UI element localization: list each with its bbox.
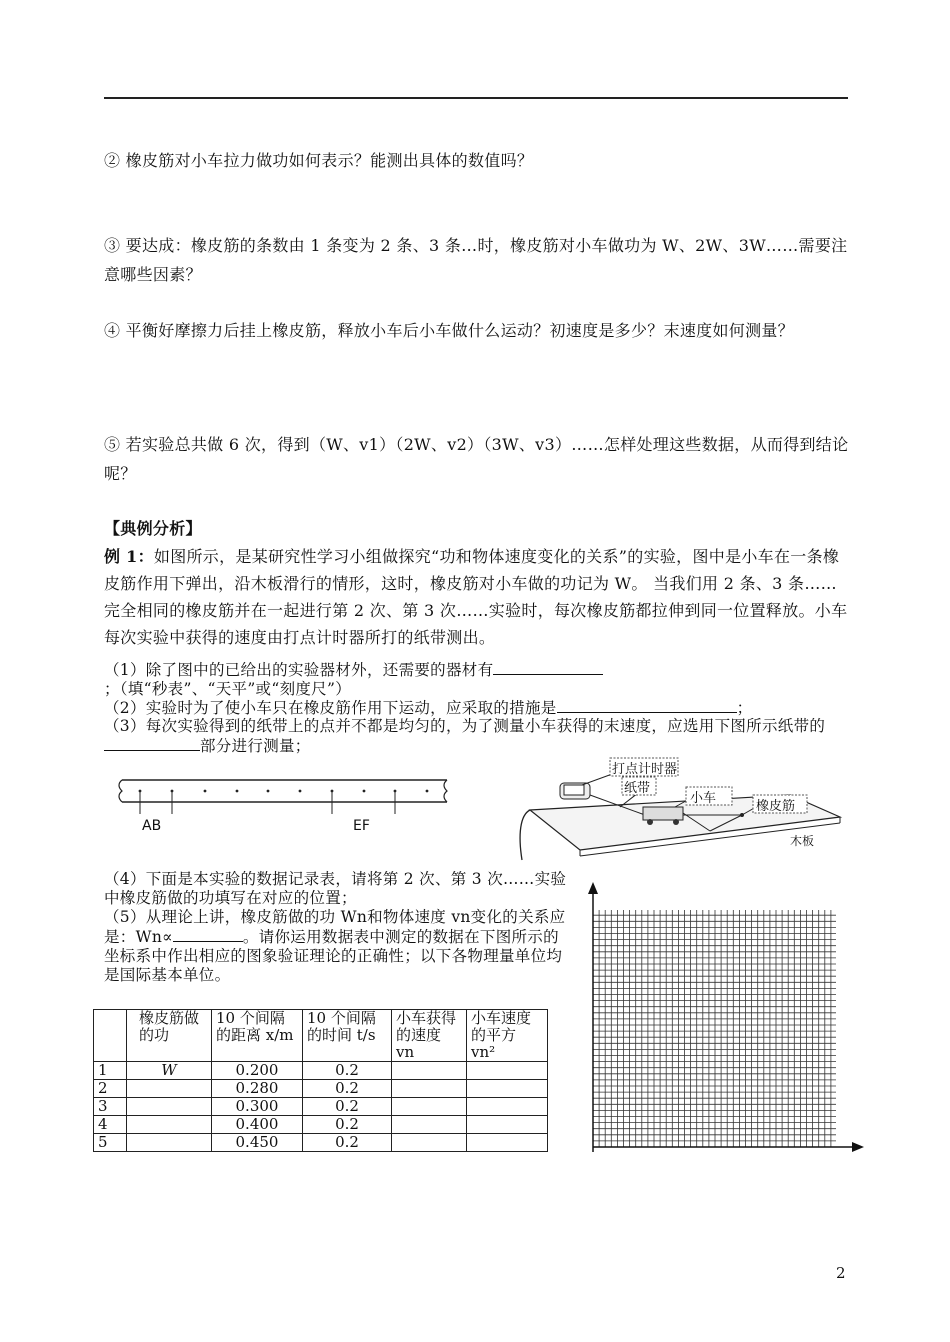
table-cell[interactable] [392, 1098, 467, 1116]
q1-answer-blank[interactable] [493, 660, 603, 675]
table-cell[interactable] [392, 1080, 467, 1098]
table-cell[interactable] [392, 1062, 467, 1080]
table-row [94, 1134, 548, 1152]
question-2: ② 橡皮筋对小车拉力做功如何表示？能测出具体的数值吗？ [104, 151, 534, 170]
table-row [94, 1080, 548, 1098]
table-cell: 2 [94, 1080, 127, 1098]
table-cell[interactable] [467, 1134, 548, 1152]
example-q5 [104, 908, 570, 985]
table-cell: 0.2 [303, 1116, 392, 1134]
table-row [94, 1062, 548, 1080]
apparatus-label-band: 橡皮筋 [756, 799, 796, 814]
apparatus-figure [510, 755, 850, 880]
table-cell[interactable] [467, 1080, 548, 1098]
q1-text-tail: ；（填“秒表”、“天平”或“刻度尺”） [104, 680, 351, 698]
example-intro [104, 543, 850, 651]
table-header-cell: 小车获得的速度 vn [392, 1010, 467, 1062]
example-q3 [104, 717, 850, 756]
question-5: ⑤ 若实验总共做 6 次，得到（W、v1）（2W、v2）（3W、v3）……怎样处理这些数据，从而得到结论呢？ [104, 435, 849, 483]
table-cell[interactable] [392, 1134, 467, 1152]
table-cell[interactable] [127, 1080, 212, 1098]
data-table [93, 1009, 548, 1152]
question-4: ④ 平衡好摩擦力后挂上橡皮筋，释放小车后小车做什么运动？初速度是多少？末速度如何测量？ [104, 321, 794, 340]
table-header-cell: 小车速度的平方 vn² [467, 1010, 548, 1062]
example-text: 如图所示，是某研究性学习小组做探究“功和物体速度变化的关系”的实验，图中是小车在一条橡皮筋作用下弹出，沿木板滑行的情形，这时，橡皮筋对小车做的功记为 W。 当我们用 2 条、3 条……完全相同的橡皮筋并在一起进行第 2 次、第 3 次……实验时，每次橡皮筋都拉伸到同一位置释放。小车每次实验中获得的速度由打点计时器所打的纸带测出。 [104, 547, 848, 647]
table-cell: 0.400 [212, 1116, 303, 1134]
table-row [94, 1116, 548, 1134]
table-cell: 0.2 [303, 1062, 392, 1080]
table-cell: 0.200 [212, 1062, 303, 1080]
paper-tape-figure [112, 770, 457, 840]
coordinate-grid[interactable] [578, 880, 868, 1160]
table-cell[interactable] [127, 1116, 212, 1134]
table-cell[interactable] [467, 1062, 548, 1080]
example-q1 [104, 660, 850, 699]
table-row [94, 1098, 548, 1116]
table-cell[interactable] [467, 1098, 548, 1116]
table-header-row [94, 1010, 548, 1062]
table-cell: 4 [94, 1116, 127, 1134]
table-cell: 0.450 [212, 1134, 303, 1152]
q5-text-tail: 。请你运用数据表中测定的数据在下图所示的坐标系中作出相应的图象验证理论的正确性；以下各物理量单位均是国际基本单位。 [104, 928, 563, 984]
tape-label-ef: EF [353, 818, 370, 834]
table-cell[interactable] [467, 1116, 548, 1134]
table-header-cell: 10 个间隔的时间 t/s [303, 1010, 392, 1062]
table-cell: 0.2 [303, 1098, 392, 1116]
example-q4: （4）下面是本实验的数据记录表，请将第 2 次、第 3 次……实验中橡皮筋做的功填写在对应的位置； [104, 870, 567, 907]
table-cell: 0.2 [303, 1134, 392, 1152]
apparatus-label-car: 小车 [690, 791, 717, 806]
table-cell: 3 [94, 1098, 127, 1116]
table-cell[interactable] [127, 1134, 212, 1152]
table-cell[interactable] [392, 1116, 467, 1134]
q5-answer-blank[interactable] [173, 927, 243, 942]
table-cell[interactable] [127, 1098, 212, 1116]
q3-text-tail: 部分进行测量； [200, 737, 311, 755]
example-q2: （2）实验时为了使小车只在橡皮筋作用下运动，应采取的措施是 ； [104, 699, 753, 717]
y-axis-arrow [588, 882, 598, 894]
header-rule [104, 97, 848, 99]
apparatus-label-board: 木板 [790, 834, 815, 848]
table-cell[interactable]: W [127, 1062, 212, 1080]
section-heading: 【典例分析】 [104, 519, 202, 538]
table-cell: 0.300 [212, 1098, 303, 1116]
q3-answer-blank[interactable] [104, 736, 200, 751]
table-cell: 0.2 [303, 1080, 392, 1098]
q3-text: （3）每次实验得到的纸带上的点并不都是均匀的，为了测量小车获得的末速度，应选用下图所示纸带的 [104, 717, 826, 735]
example-label: 例 1： [104, 547, 154, 566]
q2-text: （2）实验时为了使小车只在橡皮筋作用下运动，应采取的措施是 [104, 699, 557, 717]
q5-text: （5）从理论上讲，橡皮筋做的功 Wn和物体速度 vn变化的关系应是：Wn∝ [104, 908, 566, 946]
apparatus-label-tape: 纸带 [624, 781, 651, 796]
table-header-cell: 橡皮筋做的功 [127, 1010, 212, 1062]
table-cell: 1 [94, 1062, 127, 1080]
q2-answer-blank[interactable] [557, 698, 737, 713]
table-header-cell: 10 个间隔的距离 x/m [212, 1010, 303, 1062]
x-axis-arrow [852, 1142, 864, 1152]
page-number: 2 [836, 1264, 846, 1282]
table-header-cell [94, 1010, 127, 1062]
q1-text: （1）除了图中的已给出的实验器材外，还需要的器材有 [104, 661, 494, 679]
table-cell: 5 [94, 1134, 127, 1152]
apparatus-label-timer: 打点计时器 [612, 762, 678, 777]
tape-label-ab: AB [142, 818, 162, 834]
question-3: ③ 要达成：橡皮筋的条数由 1 条变为 2 条、3 条…时，橡皮筋对小车做功为 W、2W、3W……需要注意哪些因素？ [104, 236, 848, 284]
table-cell: 0.280 [212, 1080, 303, 1098]
